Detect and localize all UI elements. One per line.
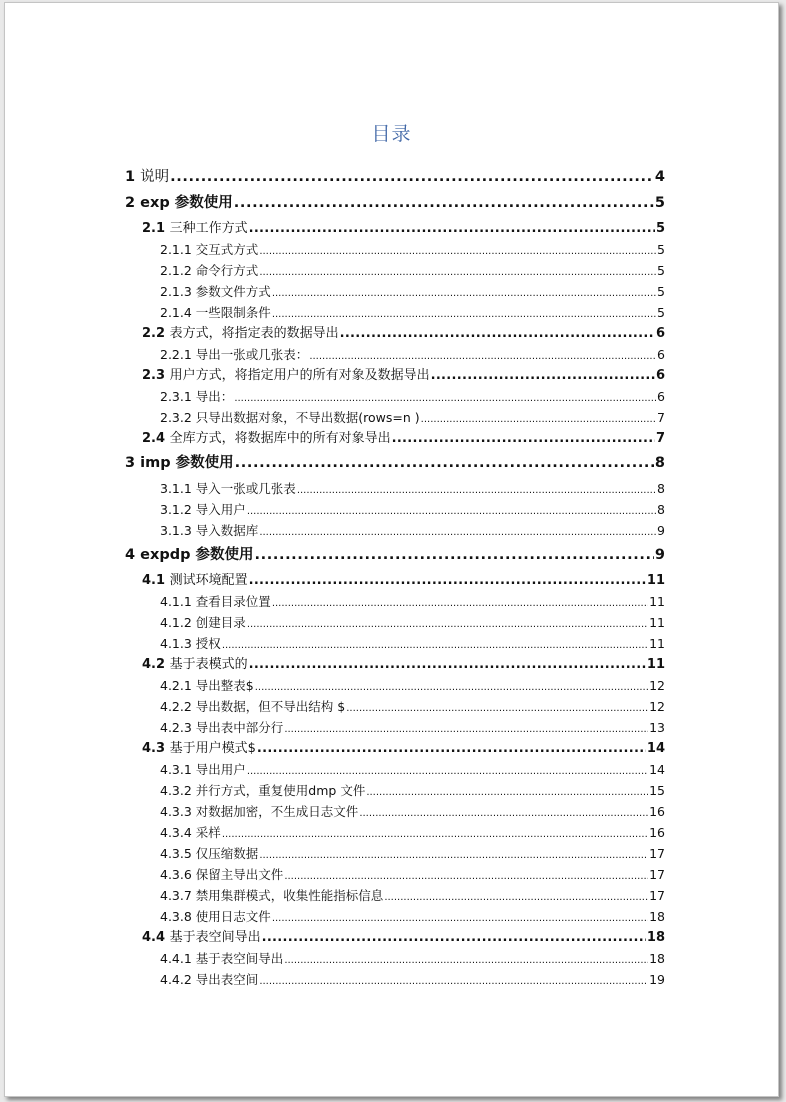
toc-entry-page: 5 [654,195,665,211]
toc-entry-label [160,717,283,738]
toc-entry-page: 9 [654,547,665,563]
toc-entry-page: 13 [649,720,665,735]
toc-entry-page: 6 [657,347,665,362]
toc-entry-page: 19 [649,972,665,987]
toc-entry-number: 3 [125,455,136,471]
toc-entry[interactable] [125,780,665,801]
toc-entry-text: 对数据加密，不生成日志文件 [195,804,359,819]
toc-entry-page: 18 [649,951,665,966]
dot-leader [222,635,648,656]
toc-entry[interactable] [125,302,665,323]
toc-entry-label [160,885,383,906]
toc-entry-label [142,927,261,948]
toc-entry-label [160,478,296,499]
toc-entry-text: 导出一张或几张表： [195,347,309,362]
toc-entry-number: 3.1.3 [160,523,192,538]
dot-leader [340,323,655,344]
toc-entry-text: 保留主导出文件 [195,867,284,882]
toc-entry-text: 导出表空间 [195,972,259,987]
dot-leader [284,866,648,887]
dot-leader [284,950,648,971]
toc-entry-text: 导出用户 [195,762,246,777]
toc-entry-text: 基于用户模式$ [169,741,256,756]
toc-entry[interactable] [125,428,665,449]
toc-entry-number: 4.3.4 [160,825,192,840]
dot-leader [384,887,648,908]
toc-entry-text: 禁用集群模式，收集性能指标信息 [195,888,384,903]
toc-entry-number: 4.3.6 [160,867,192,882]
toc-entry-label [160,822,221,843]
toc-entry-number: 4.4 [142,930,166,945]
dot-leader [259,845,648,866]
toc-entry-page: 17 [649,846,665,861]
toc-entry-label [142,738,256,759]
toc-entry-text: 三种工作方式 [169,221,248,236]
toc-entry[interactable] [125,499,665,520]
toc-entry-label [160,948,283,969]
toc-entry-page: 8 [657,502,665,517]
toc-entry-number: 4.2.3 [160,720,192,735]
toc-entry-number: 4.2.2 [160,699,192,714]
toc-entry[interactable] [125,165,665,189]
toc-entry[interactable] [125,969,665,990]
toc-entry-text: 并行方式，重复使用dmp 文件 [195,783,366,798]
dot-leader [255,541,654,570]
dot-leader [284,719,648,740]
document-page [4,2,779,1097]
toc-entry-text: 参数文件方式 [195,284,271,299]
toc-entry-text: 导出数据，但不导出结构 $ [195,699,346,714]
toc-entry-text: 创建目录 [195,615,246,630]
dot-leader [249,654,646,675]
toc-entry-label [160,499,246,520]
toc-entry-page: 15 [649,783,665,798]
dot-leader [259,971,648,992]
toc-entry-label [160,281,271,302]
toc-entry-label [160,260,258,281]
toc-entry-number: 2.3.1 [160,389,192,404]
toc-entry-text: 导出： [195,389,234,404]
toc-entry[interactable] [125,323,665,344]
toc-entry-page: 12 [649,678,665,693]
toc-entry-text: 导出表中部分行 [195,720,284,735]
toc-entry-page: 4 [654,169,665,185]
toc-entry-number: 4.2 [142,657,166,672]
toc-entry-page: 11 [646,573,665,588]
toc-entry-label [160,344,308,365]
toc-entry[interactable] [125,260,665,281]
toc-entry-page: 8 [654,455,665,471]
toc-entry[interactable] [125,801,665,822]
toc-entry-number: 4.3 [142,741,166,756]
toc-entry-page: 7 [657,410,665,425]
toc-entry-text: 表方式，将指定表的数据导出 [169,326,339,341]
dot-leader [222,824,648,845]
toc-entry-page: 5 [657,263,665,278]
toc-entry-label [160,239,258,260]
dot-leader [346,698,648,719]
dot-leader [255,677,648,698]
toc-entry-page: 11 [649,636,665,651]
toc-entry[interactable] [125,541,665,570]
toc-entry-label [125,541,254,570]
toc-entry-page: 5 [655,221,665,236]
toc-entry-number: 4.3.3 [160,804,192,819]
toc-entry-number: 2.3 [142,368,166,383]
toc-entry-label [160,407,420,428]
toc-entry-page: 6 [657,389,665,404]
toc-entry-number: 2.2 [142,326,166,341]
toc-entry-page: 12 [649,699,665,714]
toc-entry-page: 6 [655,368,665,383]
toc-entry-text: 使用日志文件 [195,909,271,924]
toc-entry-number: 2.1 [142,221,166,236]
toc-entry-page: 5 [657,284,665,299]
toc-entry[interactable] [125,738,665,759]
dot-leader [421,409,656,430]
toc-entry-text: 测试环境配置 [169,573,248,588]
toc-entry-label [142,218,248,239]
toc-entry-text: 采样 [195,825,221,840]
toc-entry-number: 4.2.1 [160,678,192,693]
toc-entry[interactable] [125,449,665,478]
toc-entry-text: 基于表空间导出 [169,930,261,945]
toc-entry-text: 交互式方式 [195,242,259,257]
toc-entry-text: expdp 参数使用 [140,547,254,563]
toc-entry-page: 17 [649,867,665,882]
toc-entry[interactable] [125,407,665,428]
toc-entry-page: 16 [649,804,665,819]
toc-entry-number: 1 [125,169,136,185]
toc-entry-text: 授权 [195,636,221,651]
toc-entry-page: 16 [649,825,665,840]
toc-entry-label [160,906,271,927]
toc-entry-number: 2 [125,195,136,211]
toc-entry-label [160,759,246,780]
toc-entry-page: 7 [655,431,665,446]
toc-entry[interactable] [125,591,665,612]
toc-entry[interactable] [125,386,665,407]
toc-entry-label [160,864,283,885]
toc-entry[interactable] [125,885,665,906]
toc-entry-label [142,428,391,449]
toc-entry-number: 4.3.5 [160,846,192,861]
dot-leader [359,803,648,824]
toc-entry-text: 基于表空间导出 [195,951,284,966]
toc-entry-number: 2.3.2 [160,410,192,425]
toc-entry-number: 2.1.2 [160,263,192,278]
toc-entry-label [142,365,430,386]
toc-entry[interactable] [125,239,665,260]
toc-entry[interactable] [125,189,665,218]
toc-entry-number: 3.1.2 [160,502,192,517]
toc-entry-page: 5 [657,305,665,320]
toc-entry-number: 4.1 [142,573,166,588]
dot-leader [262,927,646,948]
toc-entry-label [160,302,271,323]
toc-entry[interactable] [125,633,665,654]
dot-leader [259,262,656,283]
toc-entry[interactable] [125,822,665,843]
toc-entry-number: 2.1.1 [160,242,192,257]
dot-leader [249,570,646,591]
toc-entry-text: 用户方式，将指定用户的所有对象及数据导出 [169,368,430,383]
toc-entry-text: 全库方式，将数据库中的所有对象导出 [169,431,391,446]
toc-entry-page: 5 [657,242,665,257]
toc-entry-text: 导入用户 [195,502,246,517]
toc-entry-number: 3.1.1 [160,481,192,496]
toc-entry-text: 一些限制条件 [195,305,271,320]
toc-entry-text: 仅压缩数据 [195,846,259,861]
toc-entry-text: exp 参数使用 [140,195,233,211]
dot-leader [272,304,656,325]
toc-entry-number: 4.1.2 [160,615,192,630]
toc-entry[interactable] [125,654,665,675]
toc-entry-label [160,696,345,717]
dot-leader [431,365,655,386]
toc-entry-page: 17 [649,888,665,903]
toc-entry-number: 4.3.8 [160,909,192,924]
toc-entry[interactable] [125,281,665,302]
toc-entry-label [160,612,246,633]
dot-leader [272,908,648,929]
toc-entry-label [142,323,339,344]
toc-entry-number: 2.2.1 [160,347,192,362]
toc-entry-text: 只导出数据对象，不导出数据(rows=n ) [195,410,420,425]
toc-entry[interactable] [125,675,665,696]
toc-entry[interactable] [125,927,665,948]
toc-entry[interactable] [125,612,665,633]
toc-entry[interactable] [125,843,665,864]
toc-title: 目录 [371,123,412,145]
dot-leader [259,522,656,543]
toc-entry-page: 11 [649,615,665,630]
toc-entry-text: 导入数据库 [195,523,259,538]
toc-entry-label [160,801,358,822]
dot-leader [247,501,656,522]
toc-entry-label [125,189,233,218]
dot-leader [170,165,654,189]
toc-entry-number: 4.1.1 [160,594,192,609]
dot-leader [392,428,655,449]
toc-entry-text: 导出整表$ [195,678,254,693]
toc-entry[interactable] [125,570,665,591]
dot-leader [272,593,648,614]
toc-entry-label [160,591,271,612]
toc-entry-label [160,386,233,407]
dot-leader [235,449,654,478]
toc-entry-label [125,165,169,189]
toc-entry[interactable] [125,759,665,780]
toc-entry-label [160,780,365,801]
toc-entry-label [142,570,248,591]
toc-entry[interactable] [125,478,665,499]
dot-leader [234,388,656,409]
toc-entry-page: 8 [657,481,665,496]
toc-entry-page: 11 [649,594,665,609]
toc-entry-page: 18 [646,930,665,945]
dot-leader [249,218,655,239]
toc-entry-text: 导入一张或几张表 [195,481,296,496]
toc-entry[interactable] [125,717,665,738]
toc-entry[interactable] [125,906,665,927]
toc-entry-number: 2.4 [142,431,166,446]
toc-entry-number: 4.4.2 [160,972,192,987]
toc-entry-text: 命令行方式 [195,263,259,278]
toc-entry-page: 14 [649,762,665,777]
toc-entry-number: 4.3.2 [160,783,192,798]
toc-entry[interactable] [125,344,665,365]
toc-entry-text: 基于表模式的 [169,657,248,672]
toc-entry-label [160,969,258,990]
toc-entry-page: 14 [646,741,665,756]
toc-entry[interactable] [125,864,665,885]
toc-entry[interactable] [125,218,665,239]
table-of-contents [125,165,665,990]
toc-entry-text: imp 参数使用 [140,455,234,471]
dot-leader [259,241,656,262]
toc-entry-number: 2.1.3 [160,284,192,299]
toc-entry-label [142,654,248,675]
toc-entry-label [160,520,258,541]
toc-entry-page: 9 [657,523,665,538]
dot-leader [247,761,648,782]
toc-entry-number: 4.1.3 [160,636,192,651]
toc-entry[interactable] [125,696,665,717]
toc-entry-page: 11 [646,657,665,672]
toc-entry[interactable] [125,520,665,541]
toc-entry-label [160,675,254,696]
dot-leader [366,782,648,803]
dot-leader [234,189,654,218]
toc-entry[interactable] [125,948,665,969]
toc-entry-label [160,633,221,654]
dot-leader [297,480,656,501]
dot-leader [257,738,646,759]
toc-entry-number: 4.3.1 [160,762,192,777]
toc-entry-text: 查看目录位置 [195,594,271,609]
toc-entry-label [125,449,234,478]
toc-entry-number: 4.3.7 [160,888,192,903]
toc-entry-number: 4 [125,547,136,563]
toc-entry-page: 18 [649,909,665,924]
toc-entry-text: 说明 [140,169,170,185]
dot-leader [247,614,648,635]
toc-entry-label [160,843,258,864]
toc-entry-page: 6 [655,326,665,341]
dot-leader [309,346,656,367]
toc-entry[interactable] [125,365,665,386]
dot-leader [272,283,656,304]
toc-entry-number: 4.4.1 [160,951,192,966]
toc-entry-number: 2.1.4 [160,305,192,320]
